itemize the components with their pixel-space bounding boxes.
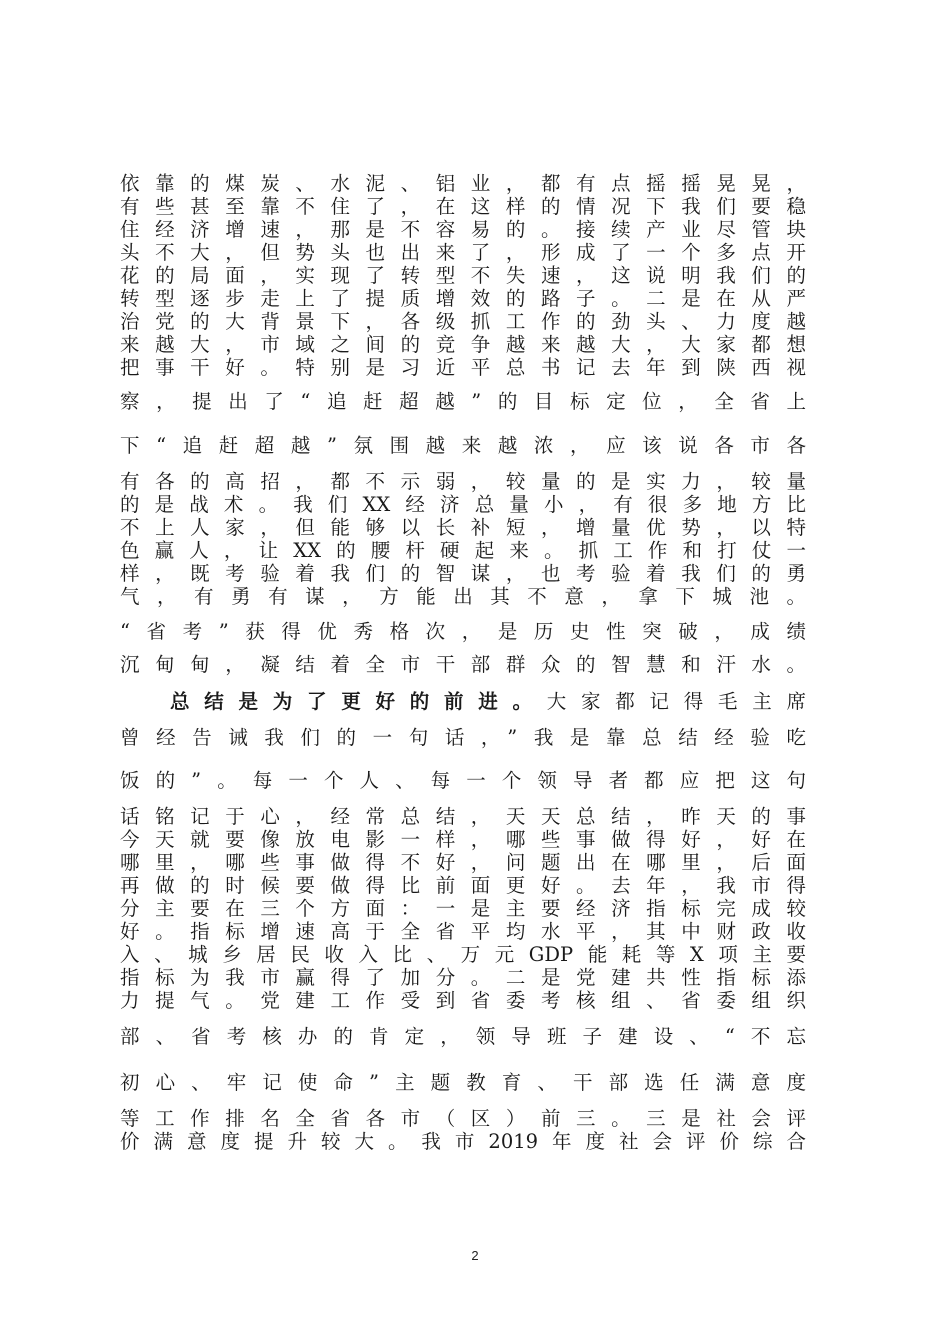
page-number: 2 bbox=[471, 1248, 479, 1263]
body-line: 依靠的煤炭、水泥、铝业，都有点摇摇晃晃， bbox=[120, 172, 806, 195]
paragraph-heading-line bbox=[170, 689, 806, 715]
body-line: 气，有勇有谋，方能出其不意，拿下城池。 bbox=[120, 585, 806, 608]
body-line: 下“追赶超越”氛围越来越浓，应该说各市各 bbox=[120, 434, 806, 457]
body-line: 转型逐步走上了提质增效的路子。二是在从严 bbox=[120, 287, 806, 310]
body-line: 哪里，哪些事做得不好，问题出在哪里，后面 bbox=[120, 851, 806, 874]
body-line: 样，既考验着我们的智谋，也考验着我们的勇 bbox=[120, 562, 806, 585]
body-line: 住经济增速，那是不容易的。接续产业尽管块 bbox=[120, 218, 806, 241]
bold-heading: 总结是为了更好的前进。 bbox=[170, 690, 547, 713]
body-line: 沉甸甸，凝结着全市干部群众的智慧和汗水。 bbox=[120, 653, 806, 676]
body-line: “省考”获得优秀格次，是历史性突破，成绩 bbox=[120, 620, 806, 643]
body-line: 今天就要像放电影一样，哪些事做得好，好在 bbox=[120, 828, 806, 851]
body-line: 有各的高招，都不示弱，较量的是实力，较量 bbox=[120, 470, 806, 493]
body-line: 色赢人，让XX的腰杆硬起来。抓工作和打仗一 bbox=[120, 539, 806, 562]
body-line: 治党的大背景下，各级抓工作的劲头、力度越 bbox=[120, 310, 806, 333]
body-line: 分主要在三个方面：一是主要经济指标完成较 bbox=[120, 897, 806, 920]
body-line: 把事干好。特别是习近平总书记去年到陕西视 bbox=[120, 356, 806, 379]
body-line: 头不大，但势头也出来了，形成了一个多点开 bbox=[120, 241, 806, 264]
body-line: 曾经告诫我们的一句话，”我是靠总结经验吃 bbox=[120, 726, 806, 749]
body-line: 的是战术。我们XX经济总量小，有很多地方比 bbox=[120, 493, 806, 516]
body-line: 话铭记于心，经常总结，天天总结，昨天的事 bbox=[120, 805, 806, 828]
body-line: 察，提出了“追赶超越”的目标定位，全省上 bbox=[120, 390, 806, 413]
body-line: 初心、牢记使命”主题教育、干部选任满意度 bbox=[120, 1071, 806, 1094]
body-line: 饭的”。每一个人、每一个领导者都应把这句 bbox=[120, 769, 806, 792]
body-line: 等工作排名全省各市（区）前三。三是社会评 bbox=[120, 1107, 806, 1130]
body-line: 不上人家，但能够以长补短，增量优势，以特 bbox=[120, 516, 806, 539]
body-line: 花的局面，实现了转型不失速，这说明我们的 bbox=[120, 264, 806, 287]
body-line: 有些甚至靠不住了，在这样的情况下我们要稳 bbox=[120, 195, 806, 218]
body-line: 价满意度提升较大。我市2019年度社会评价综合 bbox=[120, 1130, 806, 1153]
heading-continuation: 大家都记得毛主席 bbox=[546, 690, 806, 713]
body-line: 力提气。党建工作受到省委考核组、省委组织 bbox=[120, 989, 806, 1012]
body-line: 来越大，市域之间的竞争越来越大，大家都想 bbox=[120, 333, 806, 356]
body-line: 入、城乡居民收入比、万元GDP能耗等X项主要 bbox=[120, 943, 806, 966]
body-line: 指标为我市赢得了加分。二是党建共性指标添 bbox=[120, 966, 806, 989]
body-line: 部、省考核办的肯定，领导班子建设、“不忘 bbox=[120, 1025, 806, 1048]
body-line: 好。指标增速高于全省平均水平，其中财政收 bbox=[120, 920, 806, 943]
body-line: 再做的时候要做得比前面更好。去年，我市得 bbox=[120, 874, 806, 897]
